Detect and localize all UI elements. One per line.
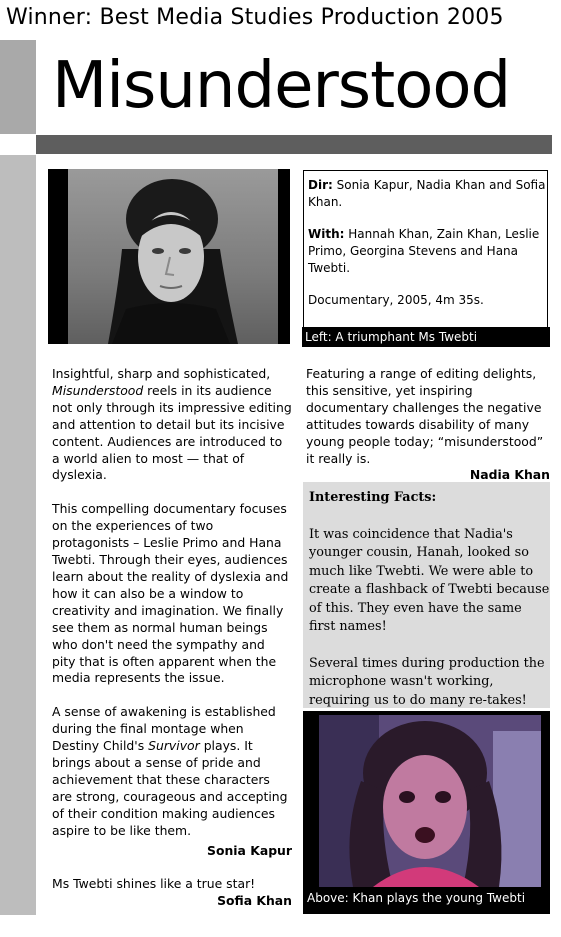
photo-twebti	[48, 169, 290, 344]
signature-nadia-khan: Nadia Khan	[469, 467, 550, 483]
cast-names: Hannah Khan, Zain Khan, Leslie Primo, Georgina Stevens and Hana Twebti.	[308, 227, 540, 275]
photo-young-twebti-caption: Above: Khan plays the young Twebti	[307, 891, 526, 905]
photo-twebti-portrait	[48, 169, 290, 344]
fact-2: Several times during production the microphone wasn't working, requiring us to do many re-takes!	[309, 655, 545, 708]
cast-label: With:	[308, 227, 345, 241]
award-banner: Winner: Best Media Studies Production 2005	[6, 5, 504, 30]
review-paragraph-2: This compelling documentary focuses on the experiences of two protagonists – Leslie Primo and Hana Twebti. Through their eyes, audiences learn about the reality of dyslexia and how it can also be a window to creativity and imagination. We finally see them as normal human beings who don't need the sympathy and pity that is often apparent when the media represents the issue.	[52, 501, 289, 686]
facts-title: Interesting Facts:	[309, 490, 437, 505]
director-names: Sonia Kapur, Nadia Khan and Sofia Khan.	[308, 178, 546, 209]
left-margin-rule	[0, 155, 36, 915]
photo-young-twebti-portrait	[303, 711, 550, 914]
photo-young-twebti	[303, 711, 550, 914]
signature-sonia-kapur: Sonia Kapur	[207, 842, 292, 858]
review-paragraph-1-end: reels in its audience not only through its impressive editing and attention to detail but its incisive content. Audiences are introduced to a world alien to most — that of dyslexia.	[52, 382, 292, 483]
title-underline-bar	[36, 135, 552, 154]
review-right-column	[306, 366, 550, 484]
review-paragraph-1-start: Insightful, sharp and sophisticated,	[52, 366, 271, 381]
review-left-column	[52, 366, 292, 910]
film-title-italic: Misunderstood	[52, 382, 144, 398]
review-paragraph-3-end: plays. It brings about a sense of pride and achievement that these characters are strong, courageous and accepting of their condition making audiences aspire to be like them.	[52, 738, 288, 838]
review-right-paragraph: Featuring a range of editing delights, this sensitive, yet inspiring documentary challenges the negative attitudes towards disability of many young people today; “misunderstood” it really is.	[306, 366, 544, 466]
review-paragraph-3	[52, 704, 292, 839]
page-title: Misunderstood	[52, 49, 511, 123]
director-label: Dir:	[308, 178, 333, 192]
credits-cast	[308, 226, 547, 277]
review-paragraph-4: Ms Twebti shines like a true star!	[52, 876, 256, 892]
review-paragraph-3-start: A sense of awakening is established during the final montage when Destiny Child's	[52, 704, 276, 754]
title-accent-block	[0, 40, 36, 134]
interesting-facts-box	[303, 482, 550, 708]
credits-details: Documentary, 2005, 4m 35s.	[308, 293, 484, 307]
review-paragraph-1	[52, 366, 292, 484]
song-title-italic: Survivor	[148, 738, 200, 754]
photo-twebti-caption: Left: A triumphant Ms Twebti	[302, 327, 550, 347]
signature-sofia-khan: Sofia Khan	[217, 893, 292, 909]
credits-director	[308, 177, 547, 211]
credits-box	[303, 170, 548, 328]
fact-1: It was coincidence that Nadia's younger cousin, Hanah, looked so much like Twebti. We were able to create a flashback of Twebti because of this. They even have the same first names!	[309, 526, 550, 634]
